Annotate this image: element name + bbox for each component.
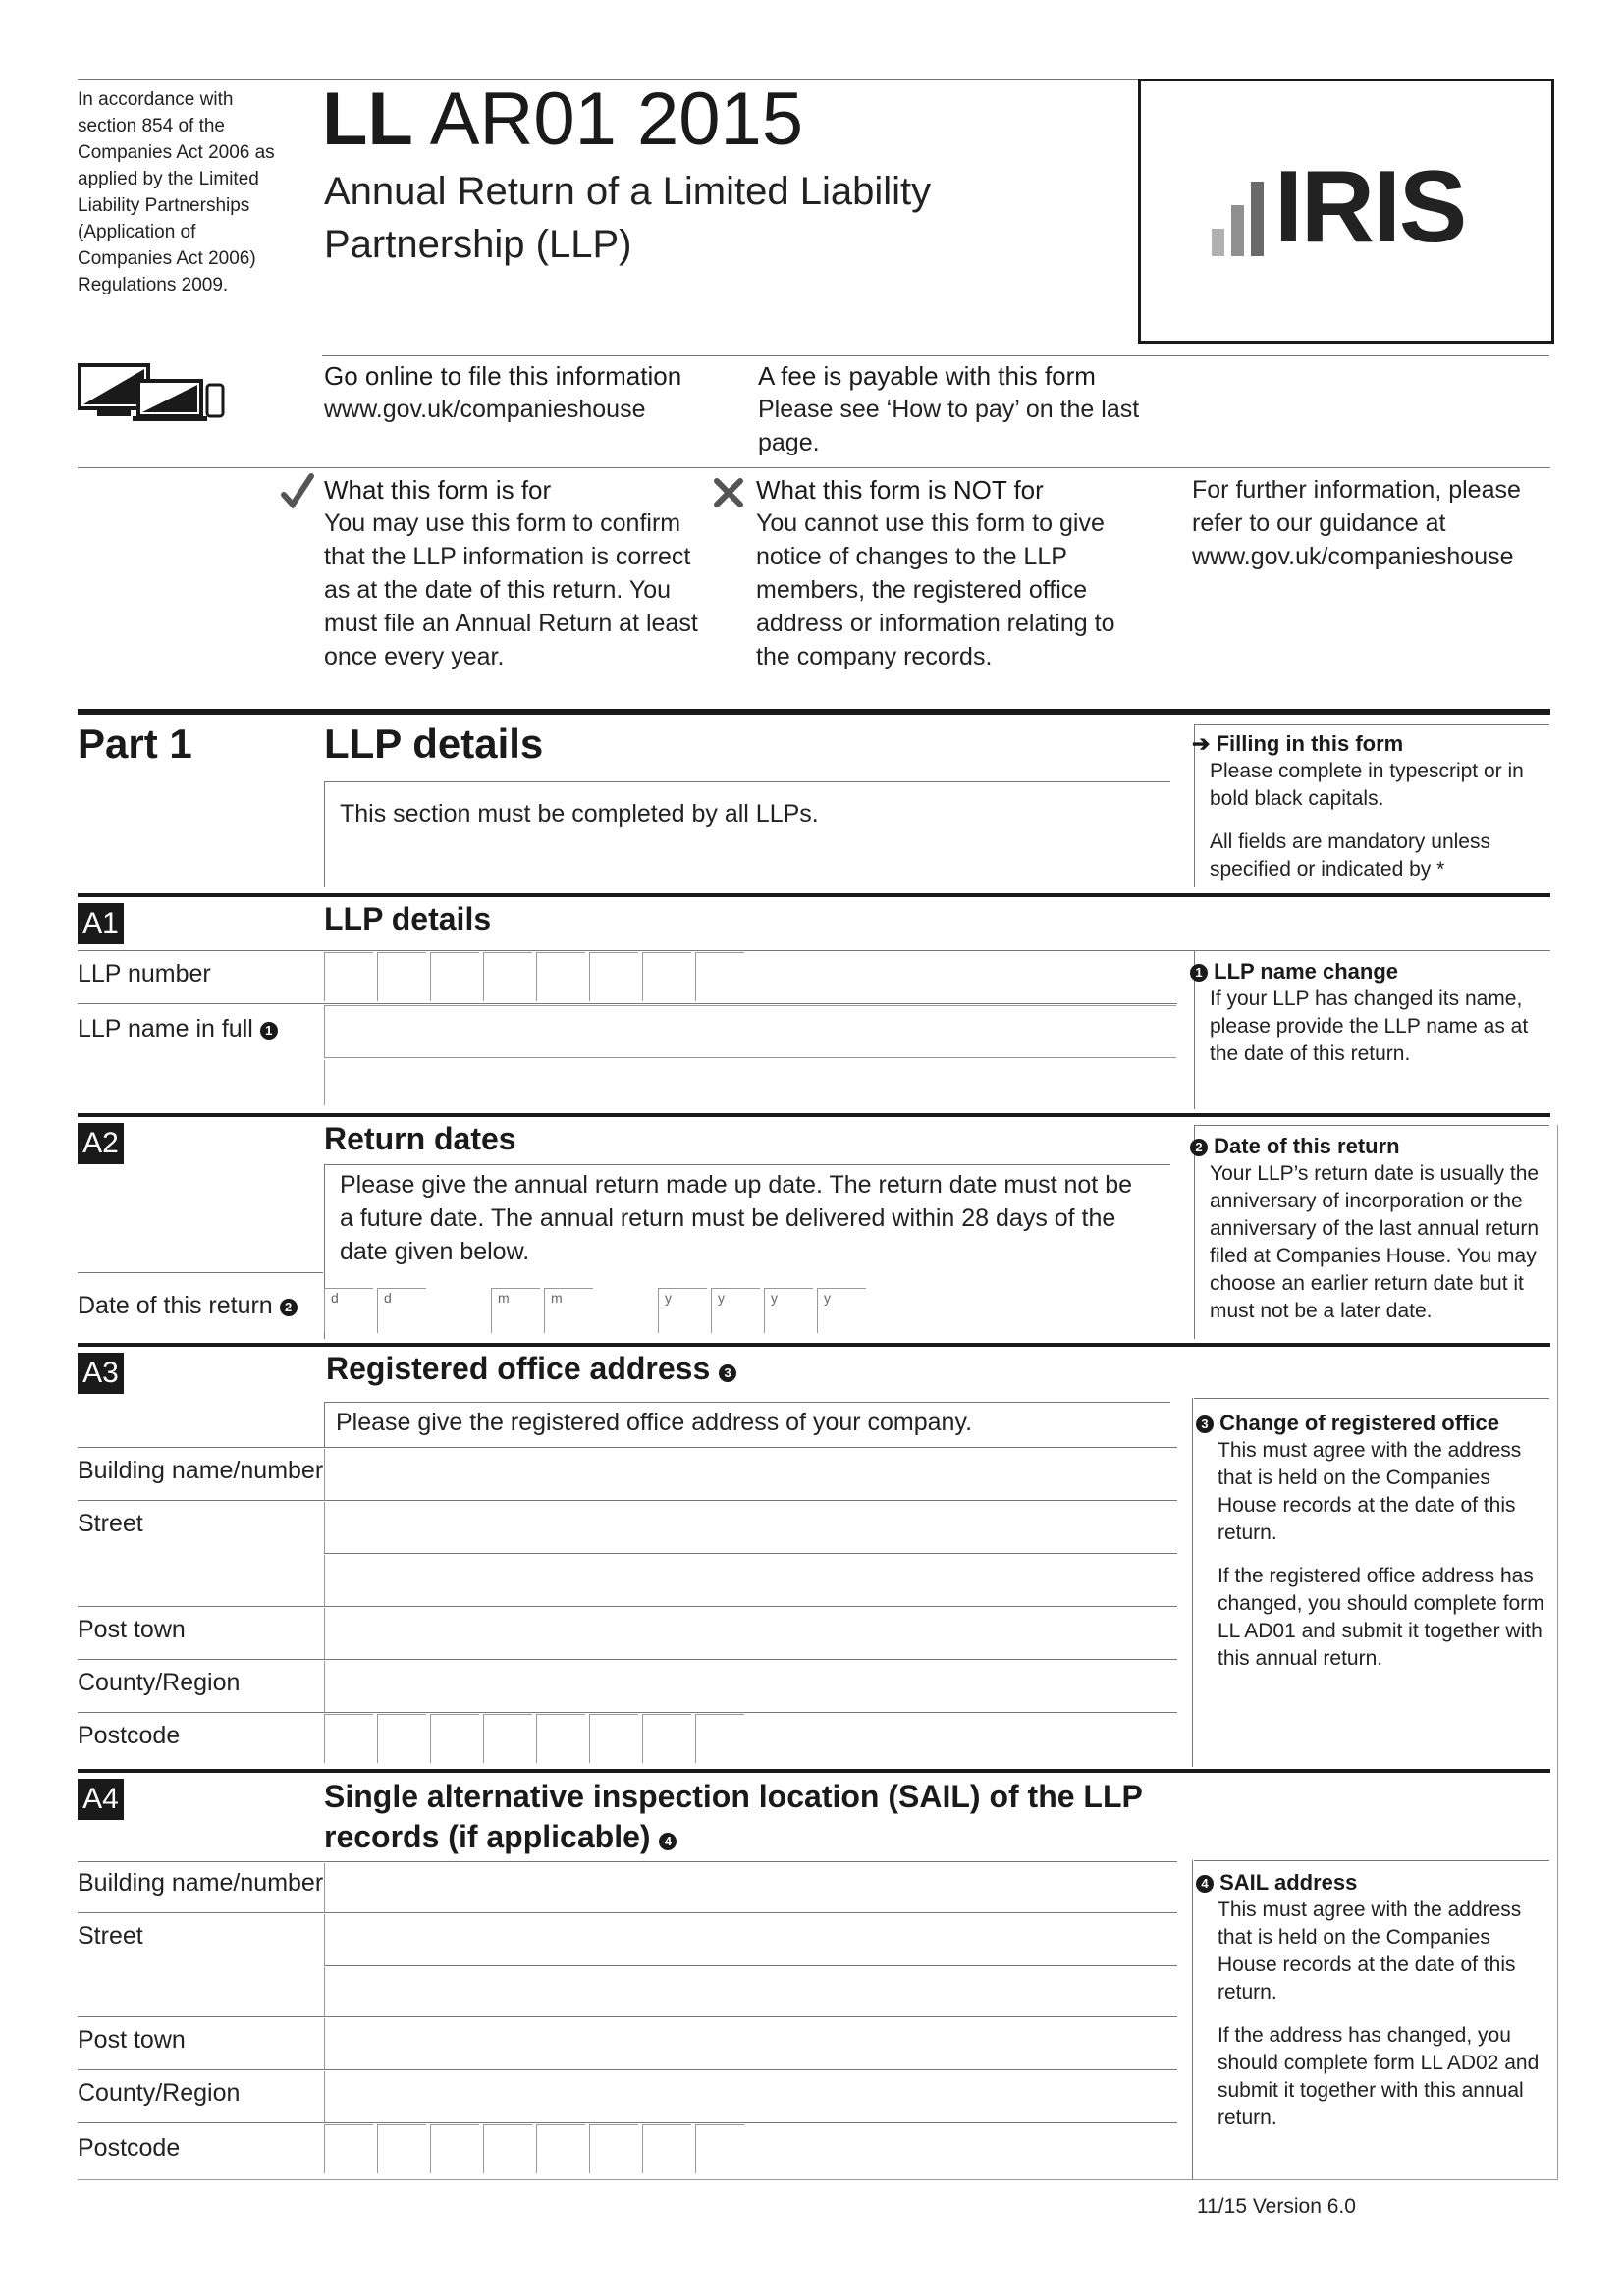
check-icon	[281, 473, 314, 508]
a2-label-rule	[78, 1272, 323, 1273]
note-3-marker: 3	[719, 1364, 736, 1382]
a3-street-input-1[interactable]	[324, 1502, 1176, 1553]
a1-note-text: If your LLP has changed its name, please provide the LLP name as at the date of this return.	[1210, 988, 1529, 1065]
a1-title-rule	[78, 950, 1550, 951]
llp-number-cell[interactable]	[695, 952, 744, 1001]
form-code-prefix: LL	[322, 78, 413, 161]
online-heading: Go online to file this information	[324, 361, 682, 391]
fee-block	[758, 359, 1151, 459]
llp-name-label-text: LLP name in full	[78, 1015, 253, 1042]
form-for-text: You may use this form to confirm that the LLP information is correct as at the date of this return. You must file an Annual Return at least once every year.	[324, 509, 698, 670]
a2-notes	[1195, 1133, 1553, 1325]
a2-note-heading	[1195, 1133, 1553, 1160]
a4-street-input-1[interactable]	[324, 1914, 1176, 1965]
date-cell-y[interactable]: y	[711, 1288, 760, 1333]
bottom-rule	[78, 2179, 1558, 2180]
fee-text: Please see ‘How to pay’ on the last page.	[758, 396, 1140, 456]
date-label	[78, 1292, 298, 1320]
date-cell-d[interactable]: d	[324, 1288, 373, 1333]
a4-note-text: This must agree with the address that is held on the Companies House records at the date of this return.	[1218, 1898, 1522, 2003]
form-not-for-block	[756, 473, 1149, 673]
a3-notes	[1201, 1410, 1551, 1673]
a2-title: Return dates	[324, 1121, 516, 1156]
date-cell-m[interactable]: m	[491, 1288, 540, 1333]
part-label: Part 1	[78, 721, 192, 767]
a4-building-input[interactable]	[324, 1863, 1176, 1912]
llp-number-cell[interactable]	[483, 952, 532, 1001]
logo-box	[1138, 79, 1554, 344]
a3-title-rule	[324, 1402, 1170, 1403]
a4-title-line-2: records (if applicable)	[324, 1819, 651, 1854]
date-cell-d[interactable]: d	[377, 1288, 426, 1333]
a3-rule-6	[78, 1712, 1177, 1713]
a4-badge: A4	[78, 1779, 124, 1820]
a3-street-label: Street	[78, 1510, 143, 1537]
a3-side-rule	[1194, 1398, 1549, 1399]
a4-building-label: Building name/number	[78, 1869, 324, 1896]
a4-postcode-cell[interactable]	[483, 2124, 532, 2173]
a4-title-line-2-wrap	[324, 1817, 1168, 1857]
a2-side-rule	[1194, 1125, 1549, 1126]
a3-rule	[78, 1343, 1550, 1347]
a1-badge: A1	[78, 903, 124, 944]
a4-rule-3	[78, 2016, 1177, 2017]
a4-notes	[1201, 1869, 1551, 2132]
fee-heading: A fee is payable with this form	[758, 361, 1096, 391]
date-cell-y[interactable]: y	[817, 1288, 866, 1333]
a3-postcode-cell[interactable]	[483, 1714, 532, 1763]
a1-note-num: 1	[1190, 964, 1208, 982]
a4-street-input-2[interactable]	[324, 1967, 1176, 2016]
part-title-rule	[324, 781, 1170, 782]
filling-heading	[1192, 730, 1553, 758]
part-title: LLP details	[324, 721, 544, 767]
a1-rule	[78, 893, 1550, 897]
a4-title	[324, 1777, 1168, 1857]
iris-logo	[1212, 150, 1466, 264]
a4-title-line-1: Single alternative inspection location (SAIL) of the LLP	[324, 1779, 1143, 1814]
a2-note-num: 2	[1190, 1139, 1208, 1156]
a2-title-rule	[324, 1164, 1170, 1165]
a1-row-rule-1	[78, 1003, 1177, 1004]
online-rule	[78, 467, 1550, 468]
a1-title: LLP details	[324, 901, 492, 936]
a3-postcode-cell[interactable]	[430, 1714, 479, 1763]
form-not-for-heading: What this form is NOT for	[756, 475, 1044, 505]
llp-name-label	[78, 1015, 278, 1043]
a3-county-label: County/Region	[78, 1669, 241, 1696]
llp-number-label: LLP number	[78, 960, 211, 988]
a4-side-rule	[1194, 1860, 1549, 1861]
a3-intro-border	[324, 1402, 325, 1447]
a3-town-label: Post town	[78, 1616, 186, 1643]
a4-postcode-cell[interactable]	[536, 2124, 585, 2173]
a3-building-label: Building name/number	[78, 1457, 324, 1484]
a3-note-heading	[1201, 1410, 1551, 1437]
llp-number-cell[interactable]	[642, 952, 691, 1001]
a2-note-heading-text: Date of this return	[1214, 1134, 1400, 1158]
a2-badge: A2	[78, 1123, 124, 1164]
a3-town-input[interactable]	[324, 1608, 1176, 1659]
right-border	[1557, 1125, 1558, 2180]
a4-rule	[78, 1769, 1550, 1773]
note-2-marker: 2	[280, 1299, 298, 1316]
date-cell-y[interactable]: y	[764, 1288, 813, 1333]
logo-bar-1	[1212, 229, 1224, 256]
a2-intro: Please give the annual return made up date. The return date must not be a future date. The annual return must be delivered within 28 days of the date given below.	[340, 1171, 1133, 1265]
a4-rule-5	[78, 2122, 1177, 2123]
filling-text: Please complete in typescript or in bold black capitals.	[1210, 760, 1524, 810]
llp-number-cell[interactable]	[536, 952, 585, 1001]
form-code-number: AR01 2015	[429, 78, 804, 161]
a3-postcode-cell[interactable]	[324, 1714, 373, 1763]
part1-rule	[78, 709, 1550, 715]
a4-note-text-2: If the address has changed, you should complete form LL AD02 and submit it together with this annual return.	[1218, 2024, 1540, 2129]
a3-badge: A3	[78, 1353, 124, 1394]
llp-number-cell[interactable]	[430, 952, 479, 1001]
part-intro: This section must be completed by all LLPs.	[340, 800, 819, 828]
version-footer: 11/15 Version 6.0	[1197, 2195, 1356, 2217]
a3-title-text: Registered office address	[326, 1351, 711, 1386]
a4-county-input[interactable]	[324, 2071, 1176, 2122]
a2-side-border	[1194, 1125, 1195, 1339]
filling-notes	[1192, 730, 1553, 883]
a4-town-label: Post town	[78, 2026, 186, 2054]
llp-number-cell[interactable]	[589, 952, 638, 1001]
a4-postcode-cell[interactable]	[589, 2124, 638, 2173]
a3-postcode-cell[interactable]	[589, 1714, 638, 1763]
a4-rule-1	[78, 1912, 1177, 1913]
a2-note-text: Your LLP’s return date is usually the anniversary of incorporation or the anniversary of the last annual return filed at Companies House. You may choose an earlier return date but it must not be a later date.	[1210, 1162, 1540, 1322]
a4-note-num: 4	[1196, 1875, 1214, 1893]
note-1-marker: 1	[260, 1022, 278, 1040]
mandatory-text: All fields are mandatory unless specified or indicated by *	[1210, 830, 1490, 881]
devices-icon	[78, 361, 225, 422]
a4-county-label: County/Region	[78, 2079, 241, 2107]
legal-basis-text: In accordance with section 854 of the Companies Act 2006 as applied by the Limited Liability Partnerships (Application of Companies Act 2006) Regulations 2009.	[78, 89, 275, 295]
online-block	[324, 359, 736, 426]
a3-county-input[interactable]	[324, 1661, 1176, 1712]
a3-rule-3	[324, 1553, 1177, 1554]
a4-street-label: Street	[78, 1922, 143, 1949]
a4-rule-2	[324, 1965, 1177, 1966]
a4-postcode-cell[interactable]	[377, 2124, 426, 2173]
date-label-text: Date of this return	[78, 1292, 273, 1319]
form-title: Annual Return of a Limited Liability Partnership (LLP)	[324, 170, 932, 266]
a4-rule-0	[78, 1861, 1177, 1862]
llp-name-input-2[interactable]	[324, 1060, 1176, 1105]
a2-rule	[78, 1113, 1550, 1117]
a3-note-num: 3	[1196, 1415, 1214, 1433]
a4-postcode-cell[interactable]	[324, 2124, 373, 2173]
llp-name-input-1[interactable]	[324, 1005, 1176, 1058]
a3-postcode-label: Postcode	[78, 1722, 181, 1749]
a4-note-heading	[1201, 1869, 1551, 1896]
a4-rule-4	[78, 2069, 1177, 2070]
a3-title	[326, 1351, 736, 1387]
a3-building-input[interactable]	[324, 1449, 1176, 1500]
a3-side-border	[1192, 1398, 1193, 1767]
date-cell-m[interactable]: m	[544, 1288, 593, 1333]
filling-heading-text: Filling in this form	[1216, 731, 1404, 756]
a3-note-text: This must agree with the address that is held on the Companies House records at the date of this return.	[1218, 1439, 1522, 1544]
a4-postcode-cell[interactable]	[430, 2124, 479, 2173]
llp-number-cell[interactable]	[324, 952, 373, 1001]
a1-note-heading-text: LLP name change	[1214, 959, 1398, 984]
a3-note-text-2: If the registered office address has changed, you should complete form LL AD01 and submit it together with this annual return.	[1218, 1565, 1544, 1670]
a3-postcode-cell[interactable]	[695, 1714, 744, 1763]
form-code	[322, 77, 803, 163]
a3-intro: Please give the registered office address of your company.	[336, 1409, 973, 1436]
logo-wordmark: IRIS	[1274, 150, 1466, 264]
form-not-for-text: You cannot use this form to give notice of changes to the LLP members, the registered office address or information relating to the company records.	[756, 509, 1115, 670]
cross-icon	[713, 477, 744, 508]
a3-note-heading-text: Change of registered office	[1219, 1411, 1499, 1435]
further-info: For further information, please refer to our guidance at www.gov.uk/companieshouse	[1192, 476, 1521, 570]
a4-postcode-label: Postcode	[78, 2134, 181, 2162]
a4-side-border	[1192, 1860, 1193, 2180]
a4-town-input[interactable]	[324, 2018, 1176, 2069]
a3-rule-5	[78, 1659, 1177, 1660]
filling-side-rule	[1194, 724, 1549, 725]
a4-postcode-cell[interactable]	[642, 2124, 691, 2173]
form-for-block	[324, 473, 717, 673]
a4-postcode-cell[interactable]	[695, 2124, 744, 2173]
date-cell-y[interactable]: y	[658, 1288, 707, 1333]
part-intro-border	[324, 781, 325, 887]
a3-postcode-cell[interactable]	[642, 1714, 691, 1763]
a3-street-input-2[interactable]	[324, 1555, 1176, 1606]
header-rule	[322, 355, 1549, 356]
a3-rule-2	[78, 1500, 1177, 1501]
a3-postcode-cell[interactable]	[536, 1714, 585, 1763]
a1-notes	[1195, 958, 1553, 1068]
a3-rule-4	[78, 1606, 1177, 1607]
a4-note-heading-text: SAIL address	[1219, 1870, 1358, 1895]
logo-bar-2	[1231, 205, 1244, 256]
a1-note-heading	[1195, 958, 1553, 986]
llp-number-cell[interactable]	[377, 952, 426, 1001]
note-4-marker: 4	[659, 1833, 677, 1850]
online-url[interactable]: www.gov.uk/companieshouse	[324, 396, 646, 423]
a3-postcode-cell[interactable]	[377, 1714, 426, 1763]
form-for-heading: What this form is for	[324, 475, 552, 505]
logo-bar-3	[1251, 182, 1264, 256]
arrow-icon: ➔	[1192, 731, 1211, 756]
a3-rule-1	[78, 1447, 1177, 1448]
